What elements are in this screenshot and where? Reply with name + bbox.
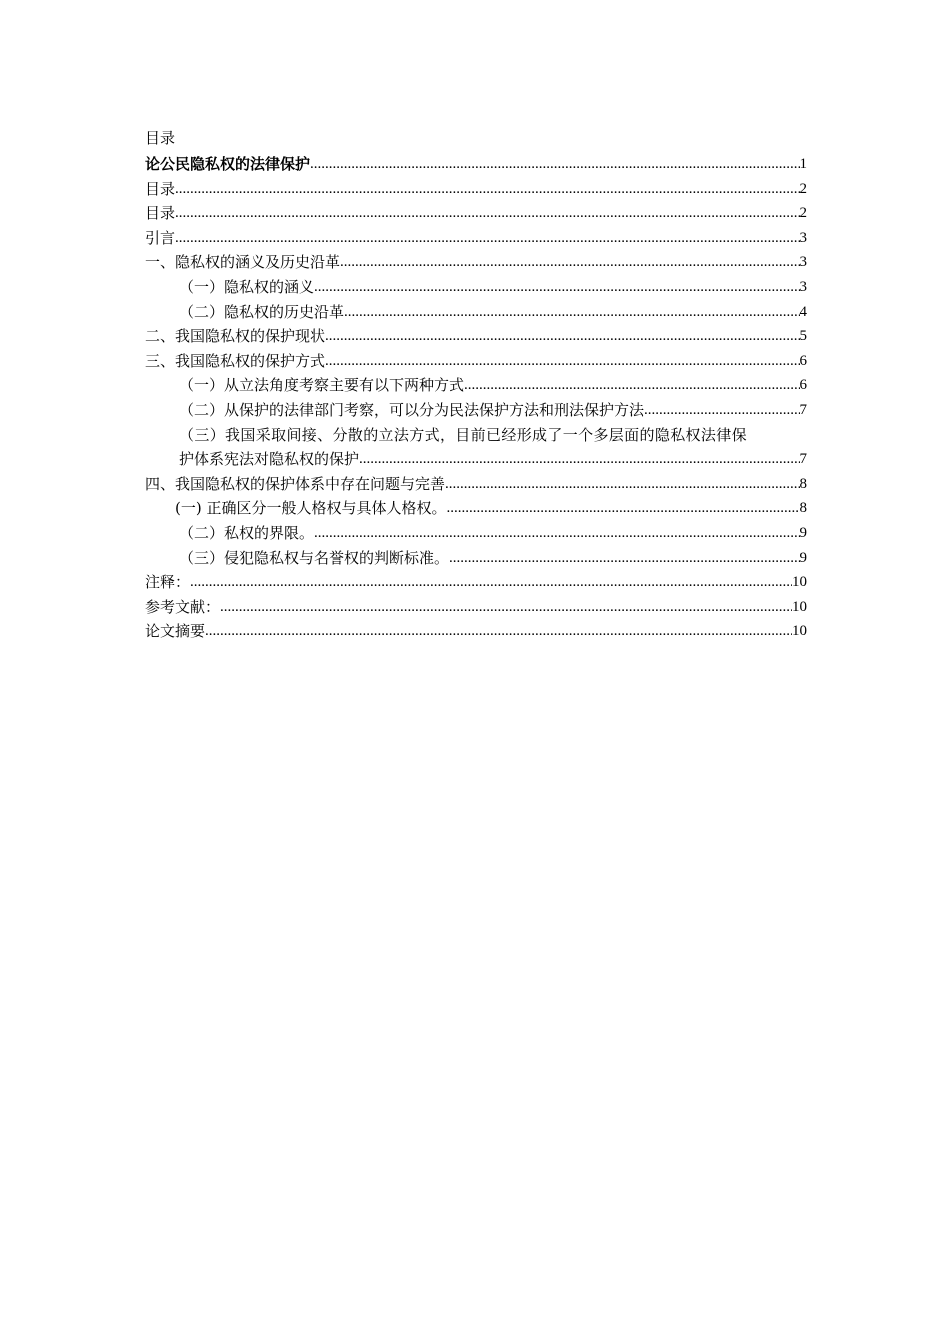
toc-heading: 目录	[145, 129, 176, 147]
toc-entry-title: 参考文献：	[145, 597, 221, 616]
toc-entry-page: 6	[799, 377, 807, 394]
toc-subentry[interactable]	[145, 300, 807, 325]
toc-subentry[interactable]	[145, 521, 807, 546]
dot-leader	[340, 250, 799, 275]
toc-entry-page: 4	[799, 303, 807, 320]
toc-entry-page: 9	[799, 549, 807, 566]
toc-entry-page: 2	[799, 205, 807, 222]
toc-entry-title: 二、我国隐私权的保护现状	[145, 327, 326, 346]
toc-entry[interactable]	[145, 324, 807, 349]
toc-entry-title: 目录	[145, 179, 176, 198]
toc-entry-page: 3	[799, 254, 807, 271]
toc-entry-title: (一) 正确区分一般人格权与具体人格权。	[175, 499, 447, 518]
dot-leader	[644, 398, 799, 423]
toc-entry-title: 一、隐私权的涵义及历史沿革	[145, 253, 341, 272]
toc-entry-page: 1	[799, 156, 807, 172]
dot-leader	[344, 300, 799, 325]
dot-leader	[205, 619, 792, 644]
toc-entry-page: 2	[799, 180, 807, 197]
toc-entry-title-line1: （三）我国采取间接、分散的立法方式，目前已经形成了一个多层面的隐私权法律保	[179, 425, 747, 444]
dot-leader	[325, 349, 799, 374]
toc-entry-page: 3	[799, 229, 807, 246]
toc-entry-title: 四、我国隐私权的保护体系中存在问题与完善	[145, 474, 446, 493]
dot-leader	[325, 324, 799, 349]
toc-subentry[interactable]	[145, 373, 807, 398]
toc-entry-page: 8	[799, 475, 807, 492]
dot-leader	[220, 595, 792, 620]
toc-entry-title: 目录	[145, 204, 176, 223]
toc-entry-title: （二）隐私权的历史沿革	[179, 302, 345, 321]
table-of-contents	[145, 152, 807, 644]
toc-entry-title: （二）私权的界限。	[179, 523, 315, 542]
toc-entry[interactable]	[145, 619, 807, 644]
toc-entry-page: 10	[792, 574, 807, 591]
toc-entry-title: （一）隐私权的涵义	[179, 277, 315, 296]
dot-leader	[175, 201, 799, 226]
dot-leader	[464, 373, 799, 398]
toc-entry-page: 3	[799, 278, 807, 295]
toc-entry[interactable]	[145, 595, 807, 620]
toc-entry-title: （三）侵犯隐私权与名誉权的判断标准。	[179, 548, 450, 567]
toc-subentry[interactable]	[145, 546, 807, 571]
toc-entry[interactable]	[145, 226, 807, 251]
toc-entry-page: 6	[799, 352, 807, 369]
toc-entry-page: 7	[799, 451, 807, 468]
dot-leader	[449, 546, 799, 571]
dot-leader	[446, 496, 799, 521]
toc-entry-page: 7	[799, 401, 807, 418]
dot-leader	[310, 152, 799, 177]
toc-entry-title: 三、我国隐私权的保护方式	[145, 351, 326, 370]
toc-entry-thesis-title[interactable]	[145, 152, 807, 177]
toc-entry[interactable]	[145, 472, 807, 497]
dot-leader	[190, 570, 792, 595]
toc-entry-title-line2: 护体系宪法对隐私权的保护	[179, 450, 360, 469]
toc-entry-title: 论文摘要	[145, 622, 206, 641]
toc-entry-line2	[179, 447, 807, 472]
dot-leader	[175, 226, 799, 251]
toc-entry[interactable]	[145, 570, 807, 595]
toc-subentry[interactable]	[145, 496, 807, 521]
toc-entry[interactable]	[145, 177, 807, 202]
toc-entry-title: （一）从立法角度考察主要有以下两种方式	[179, 376, 465, 395]
toc-entry-title: 注释：	[145, 573, 191, 592]
dot-leader	[314, 275, 799, 300]
toc-subentry[interactable]	[145, 398, 807, 423]
toc-entry-page: 10	[792, 623, 807, 640]
toc-subentry-wrapped[interactable]	[145, 423, 807, 472]
toc-entry-page: 10	[792, 598, 807, 615]
toc-entry[interactable]	[145, 250, 807, 275]
toc-entry[interactable]	[145, 201, 807, 226]
toc-entry[interactable]	[145, 349, 807, 374]
toc-entry-page: 8	[799, 500, 807, 517]
toc-subentry[interactable]	[145, 275, 807, 300]
toc-entry-page: 5	[799, 328, 807, 345]
toc-entry-title: 论公民隐私权的法律保护	[145, 155, 311, 173]
dot-leader	[175, 177, 799, 202]
dot-leader	[359, 447, 799, 472]
dot-leader	[445, 472, 799, 497]
toc-entry-title: 引言	[145, 228, 176, 247]
toc-entry-title: （二）从保护的法律部门考察，可以分为民法保护方法和刑法保护方法	[179, 400, 645, 419]
toc-entry-page: 9	[799, 524, 807, 541]
dot-leader	[314, 521, 799, 546]
